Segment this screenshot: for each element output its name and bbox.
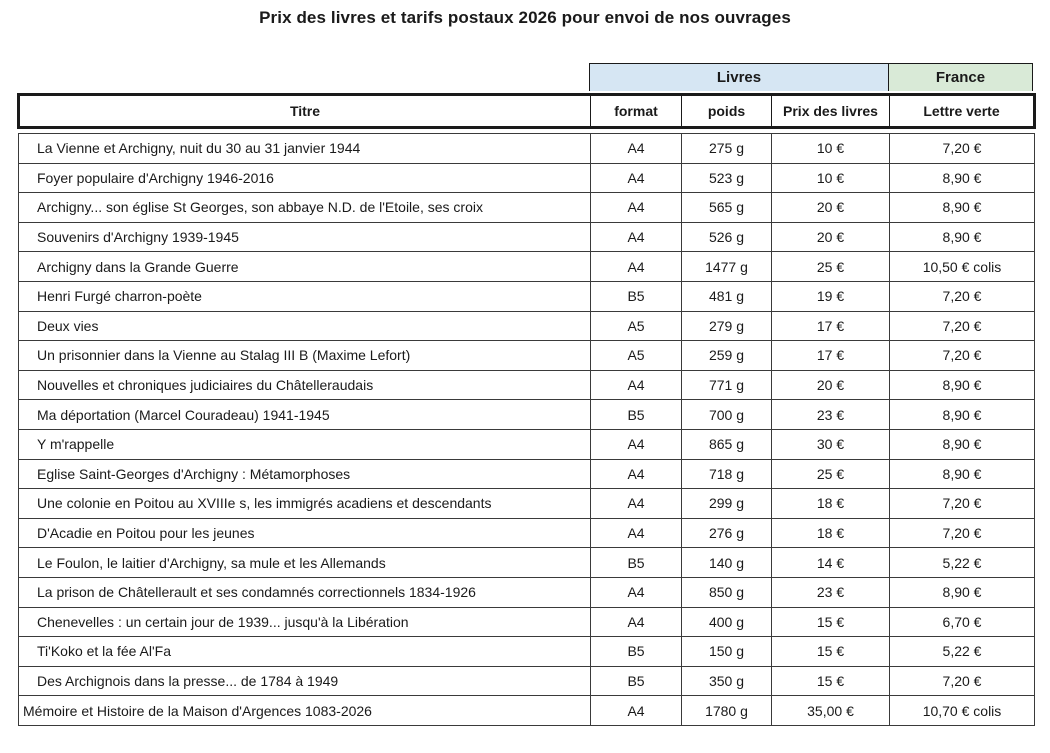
- cell-poids: 279 g: [682, 311, 772, 341]
- cell-prix: 20 €: [772, 193, 890, 223]
- cell-lettre-verte: 6,70 €: [890, 607, 1035, 637]
- cell-prix: 18 €: [772, 489, 890, 519]
- table-row: [19, 341, 1035, 371]
- column-header-format: format: [591, 95, 682, 128]
- cell-lettre-verte: 8,90 €: [890, 400, 1035, 430]
- table-row: [19, 518, 1035, 548]
- cell-lettre-verte: 8,90 €: [890, 429, 1035, 459]
- cell-prix: 14 €: [772, 548, 890, 578]
- cell-lettre-verte: 8,90 €: [890, 193, 1035, 223]
- table-row: [19, 370, 1035, 400]
- cell-titre: Un prisonnier dans la Vienne au Stalag III B (Maxime Lefort): [19, 341, 591, 371]
- cell-lettre-verte: 8,90 €: [890, 577, 1035, 607]
- cell-poids: 276 g: [682, 518, 772, 548]
- cell-poids: 400 g: [682, 607, 772, 637]
- group-header-france: France: [888, 63, 1033, 91]
- cell-prix: 15 €: [772, 666, 890, 696]
- cell-lettre-verte: 5,22 €: [890, 548, 1035, 578]
- table-row: [19, 252, 1035, 282]
- cell-poids: 299 g: [682, 489, 772, 519]
- cell-format: B5: [591, 281, 682, 311]
- cell-lettre-verte: 8,90 €: [890, 163, 1035, 193]
- cell-prix: 30 €: [772, 429, 890, 459]
- cell-format: A4: [591, 222, 682, 252]
- cell-poids: 481 g: [682, 281, 772, 311]
- cell-prix: 23 €: [772, 577, 890, 607]
- cell-format: B5: [591, 666, 682, 696]
- cell-format: A4: [591, 429, 682, 459]
- table-row-last: [19, 696, 1035, 726]
- cell-prix: 18 €: [772, 518, 890, 548]
- table-row: [19, 222, 1035, 252]
- cell-poids: 700 g: [682, 400, 772, 430]
- cell-format: A4: [591, 193, 682, 223]
- header-row: [19, 95, 1035, 128]
- table-row: [19, 607, 1035, 637]
- cell-poids: 150 g: [682, 637, 772, 667]
- cell-lettre-verte: 10,50 € colis: [890, 252, 1035, 282]
- cell-lettre-verte: 7,20 €: [890, 281, 1035, 311]
- column-header-poids: poids: [682, 95, 772, 128]
- cell-poids: 865 g: [682, 429, 772, 459]
- cell-prix: 25 €: [772, 459, 890, 489]
- cell-format: A4: [591, 696, 682, 726]
- cell-prix: 10 €: [772, 163, 890, 193]
- cell-format: A4: [591, 252, 682, 282]
- cell-format: A5: [591, 311, 682, 341]
- table-row: [19, 134, 1035, 164]
- cell-poids: 771 g: [682, 370, 772, 400]
- table-row: [19, 637, 1035, 667]
- cell-titre: Deux vies: [19, 311, 591, 341]
- table-row: [19, 459, 1035, 489]
- cell-format: A4: [591, 607, 682, 637]
- cell-titre: Souvenirs d'Archigny 1939-1945: [19, 222, 591, 252]
- cell-poids: 565 g: [682, 193, 772, 223]
- cell-format: A4: [591, 134, 682, 164]
- cell-format: A4: [591, 489, 682, 519]
- table-row: [19, 666, 1035, 696]
- cell-titre: Le Foulon, le laitier d'Archigny, sa mule et les Allemands: [19, 548, 591, 578]
- cell-titre: Mémoire et Histoire de la Maison d'Argences 1083-2026: [19, 696, 591, 726]
- cell-poids: 140 g: [682, 548, 772, 578]
- cell-titre: Nouvelles et chroniques judiciaires du Châtelleraudais: [19, 370, 591, 400]
- cell-format: B5: [591, 400, 682, 430]
- cell-titre: D'Acadie en Poitou pour les jeunes: [19, 518, 591, 548]
- cell-poids: 350 g: [682, 666, 772, 696]
- cell-poids: 523 g: [682, 163, 772, 193]
- table-row: [19, 577, 1035, 607]
- cell-format: A4: [591, 459, 682, 489]
- cell-poids: 718 g: [682, 459, 772, 489]
- cell-prix: 25 €: [772, 252, 890, 282]
- cell-prix: 17 €: [772, 311, 890, 341]
- cell-titre: La Vienne et Archigny, nuit du 30 au 31 janvier 1944: [19, 134, 591, 164]
- cell-lettre-verte: 8,90 €: [890, 370, 1035, 400]
- cell-poids: 850 g: [682, 577, 772, 607]
- cell-lettre-verte: 8,90 €: [890, 459, 1035, 489]
- table-row: [19, 193, 1035, 223]
- cell-titre: Une colonie en Poitou au XVIIIe s, les immigrés acadiens et descendants: [19, 489, 591, 519]
- cell-prix: 15 €: [772, 637, 890, 667]
- cell-format: B5: [591, 548, 682, 578]
- cell-titre: Des Archignois dans la presse... de 1784 à 1949: [19, 666, 591, 696]
- cell-titre: Y m'rappelle: [19, 429, 591, 459]
- page-title: Prix des livres et tarifs postaux 2026 pour envoi de nos ouvrages: [259, 8, 791, 27]
- table-row: [19, 489, 1035, 519]
- cell-poids: 1780 g: [682, 696, 772, 726]
- cell-titre: Ti'Koko et la fée Al'Fa: [19, 637, 591, 667]
- cell-lettre-verte: 7,20 €: [890, 518, 1035, 548]
- table-row: [19, 400, 1035, 430]
- table-row: [19, 548, 1035, 578]
- cell-prix: 19 €: [772, 281, 890, 311]
- cell-lettre-verte: 5,22 €: [890, 637, 1035, 667]
- cell-format: A4: [591, 163, 682, 193]
- group-header-livres: Livres: [589, 63, 889, 91]
- cell-format: A4: [591, 577, 682, 607]
- cell-format: A4: [591, 518, 682, 548]
- table-row: [19, 429, 1035, 459]
- cell-titre: Chenevelles : un certain jour de 1939... jusqu'à la Libération: [19, 607, 591, 637]
- column-header-titre: Titre: [19, 95, 591, 128]
- cell-prix: 35,00 €: [772, 696, 890, 726]
- cell-prix: 23 €: [772, 400, 890, 430]
- cell-poids: 275 g: [682, 134, 772, 164]
- cell-lettre-verte: 7,20 €: [890, 311, 1035, 341]
- cell-poids: 1477 g: [682, 252, 772, 282]
- cell-titre: Eglise Saint-Georges d'Archigny : Métamorphoses: [19, 459, 591, 489]
- cell-prix: 15 €: [772, 607, 890, 637]
- cell-prix: 17 €: [772, 341, 890, 371]
- cell-format: A4: [591, 370, 682, 400]
- cell-lettre-verte: 8,90 €: [890, 222, 1035, 252]
- cell-poids: 526 g: [682, 222, 772, 252]
- table-row: [19, 163, 1035, 193]
- cell-prix: 20 €: [772, 222, 890, 252]
- cell-format: A5: [591, 341, 682, 371]
- cell-lettre-verte: 10,70 € colis: [890, 696, 1035, 726]
- cell-lettre-verte: 7,20 €: [890, 341, 1035, 371]
- column-header-prix: Prix des livres: [772, 95, 890, 128]
- cell-titre: Ma déportation (Marcel Couradeau) 1941-1945: [19, 400, 591, 430]
- cell-prix: 10 €: [772, 134, 890, 164]
- cell-titre: Henri Furgé charron-poète: [19, 281, 591, 311]
- cell-lettre-verte: 7,20 €: [890, 134, 1035, 164]
- cell-prix: 20 €: [772, 370, 890, 400]
- table-row: [19, 281, 1035, 311]
- table-row: [19, 311, 1035, 341]
- cell-lettre-verte: 7,20 €: [890, 666, 1035, 696]
- price-table: [17, 93, 1036, 726]
- cell-poids: 259 g: [682, 341, 772, 371]
- cell-titre: Foyer populaire d'Archigny 1946-2016: [19, 163, 591, 193]
- cell-lettre-verte: 7,20 €: [890, 489, 1035, 519]
- cell-titre: Archigny dans la Grande Guerre: [19, 252, 591, 282]
- cell-format: B5: [591, 637, 682, 667]
- column-header-lettre-verte: Lettre verte: [890, 95, 1035, 128]
- cell-titre: Archigny... son église St Georges, son abbaye N.D. de l'Etoile, ses croix: [19, 193, 591, 223]
- cell-titre: La prison de Châtellerault et ses condamnés correctionnels 1834-1926: [19, 577, 591, 607]
